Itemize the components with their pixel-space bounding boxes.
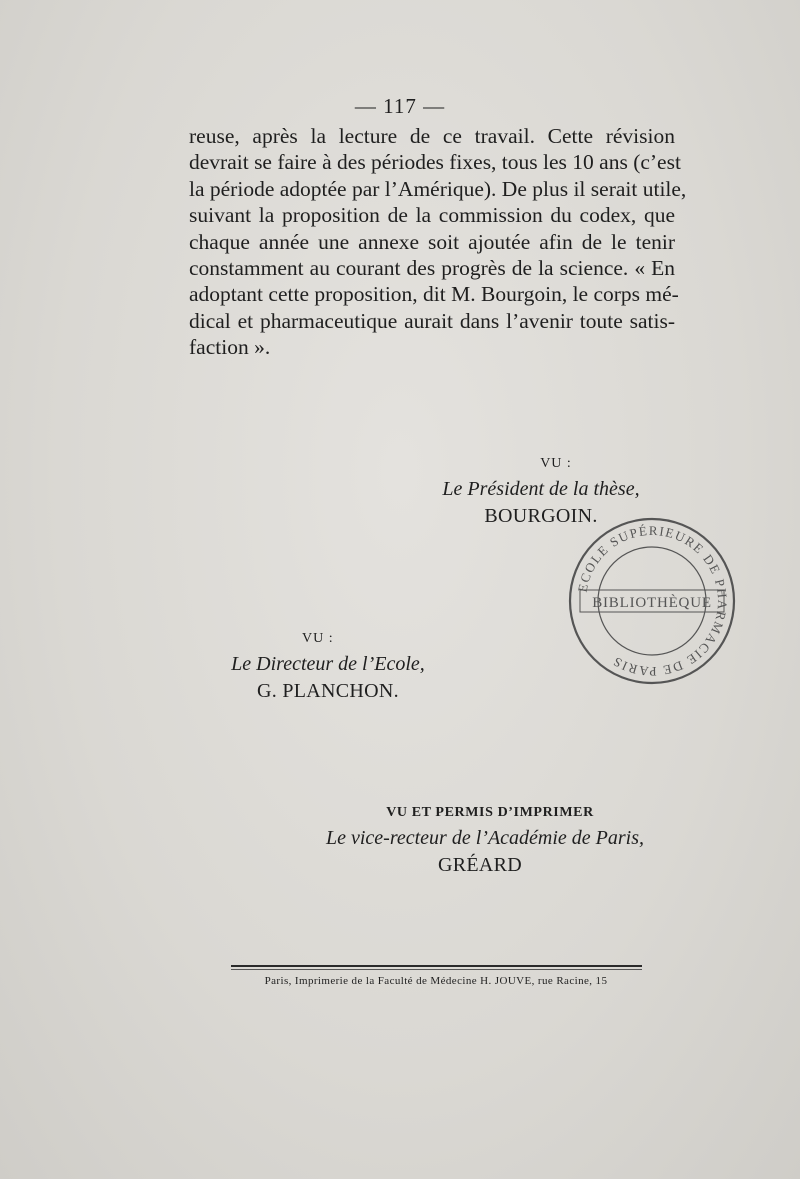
approver-name: GRÉARD [437, 854, 523, 876]
page-number: — 117 — [354, 94, 446, 118]
permis-label: VU ET PERMIS D’IMPRIMER [386, 805, 594, 820]
director-approval [228, 631, 428, 703]
printer-imprint: Paris, Imprimerie de la Faculté de Médecine H. JOUVE, rue Racine, 15 [264, 975, 608, 987]
body-text [189, 123, 687, 361]
body-line: dical et pharmaceutique aurait dans l’avenir toute satis- [189, 308, 675, 333]
vu-label: VU : [302, 631, 334, 646]
approver-name: G. PLANCHON. [257, 680, 399, 702]
approver-title: Le vice-recteur de l’Académie de Paris, [325, 827, 645, 849]
vu-label: VU : [540, 456, 572, 471]
body-line: la période adoptée par l’Amérique). De plus il serait utile, [189, 176, 687, 201]
approver-title: Le Président de la thèse, [442, 478, 640, 500]
body-line: constamment au courant des progrès de la science. « En [189, 255, 675, 280]
approver-name: BOURGOIN. [484, 505, 598, 527]
library-stamp-icon [566, 515, 738, 687]
footer-rule [231, 965, 642, 967]
body-line: devrait se faire à des périodes fixes, tous les 10 ans (c’est [189, 150, 681, 175]
body-line: suivant la proposition de la commission du codex, que [189, 203, 675, 228]
body-line: adoptant cette proposition, dit M. Bourgoin, le corps mé- [189, 282, 679, 307]
body-line: faction ». [189, 335, 271, 360]
stamp-ring-textpath: ECOLE SUPÉRIEURE DE PHARMACIE DE PARIS [574, 522, 731, 680]
footer-rule-thin [231, 969, 642, 970]
approver-title: Le Directeur de l’Ecole, [231, 653, 425, 675]
vice-rector-approval [325, 805, 645, 877]
body-line: reuse, après la lecture de ce travail. Cette révision [189, 124, 675, 148]
body-line: chaque année une annexe soit ajoutée afin de le tenir [189, 229, 675, 254]
stamp-center-text: BIBLIOTHÈQUE [592, 595, 712, 611]
